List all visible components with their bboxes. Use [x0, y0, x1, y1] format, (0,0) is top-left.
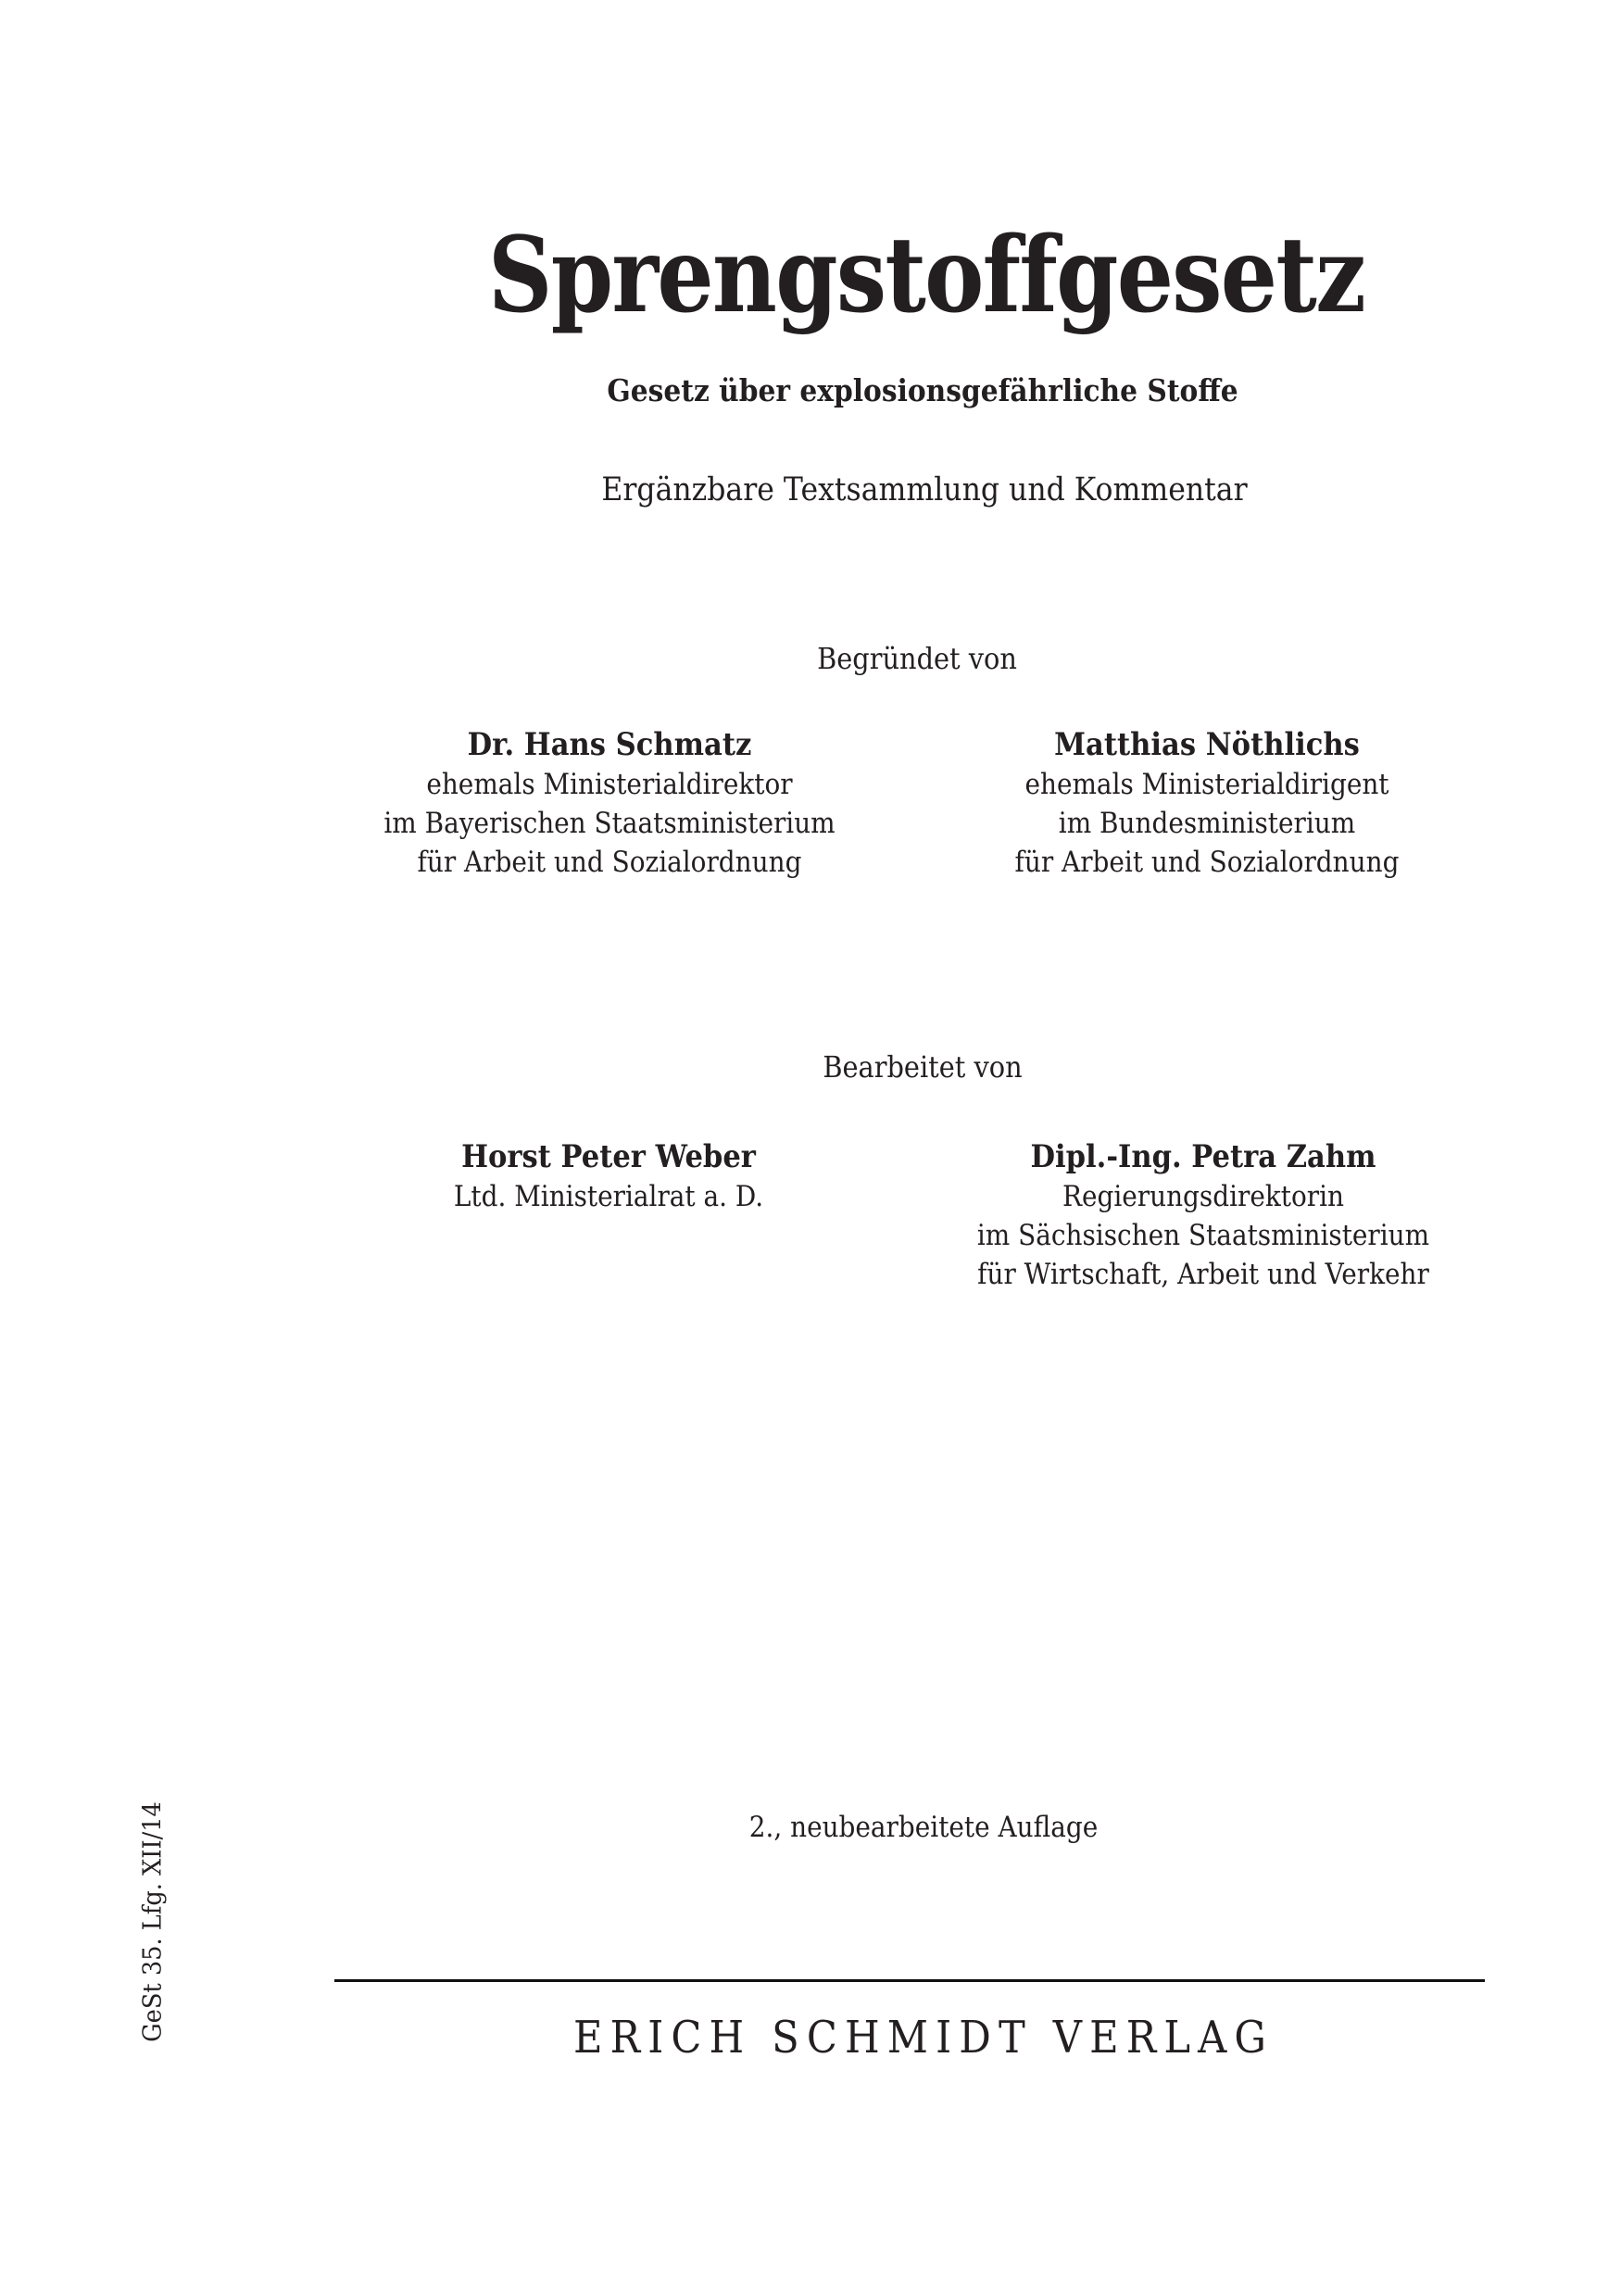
- edition-note: 2., neubearbeitete Auflage: [748, 1811, 1099, 1844]
- edited-by-label: Bearbeitet von: [823, 1049, 1023, 1085]
- person-role: im Bundesministerium: [1058, 807, 1356, 840]
- person-name: Dr. Hans Schmatz: [467, 726, 752, 763]
- person-role: Ltd. Ministerialrat a. D.: [453, 1180, 764, 1213]
- founder-hans-schmatz: [383, 721, 835, 882]
- document-subtitle: Gesetz über explosionsgefährliche Stoffe: [607, 372, 1238, 408]
- person-role: für Arbeit und Sozialordnung: [1014, 846, 1400, 879]
- publisher-name: ERICH SCHMIDT VERLAG: [572, 2012, 1275, 2064]
- editor-horst-peter-weber: [454, 1133, 763, 1216]
- editor-petra-zahm: [977, 1133, 1429, 1294]
- document-title: Sprengstoffgesetz: [487, 215, 1365, 336]
- person-role: für Wirtschaft, Arbeit und Verkehr: [977, 1258, 1429, 1291]
- person-role: ehemals Ministerialdirektor: [426, 768, 793, 801]
- person-role: Regierungsdirektorin: [1062, 1180, 1345, 1213]
- document-description: Ergänzbare Textsammlung und Kommentar: [601, 471, 1248, 508]
- person-name: Matthias Nöthlichs: [1054, 726, 1360, 763]
- person-role: im Bayerischen Staatsministerium: [383, 807, 836, 840]
- person-role: für Arbeit und Sozialordnung: [417, 846, 802, 879]
- spine-note: GeSt 35. Lfg. XII/14: [138, 1801, 168, 2042]
- founded-by-label: Begründet von: [817, 641, 1017, 676]
- founder-matthias-noethlichs: [1015, 721, 1400, 882]
- person-role: im Sächsischen Staatsministerium: [976, 1219, 1430, 1252]
- person-name: Dipl.-Ing. Petra Zahm: [1030, 1138, 1376, 1175]
- person-name: Horst Peter Weber: [461, 1138, 756, 1175]
- person-role: ehemals Ministerialdirigent: [1024, 768, 1389, 801]
- horizontal-rule: [334, 1979, 1485, 1982]
